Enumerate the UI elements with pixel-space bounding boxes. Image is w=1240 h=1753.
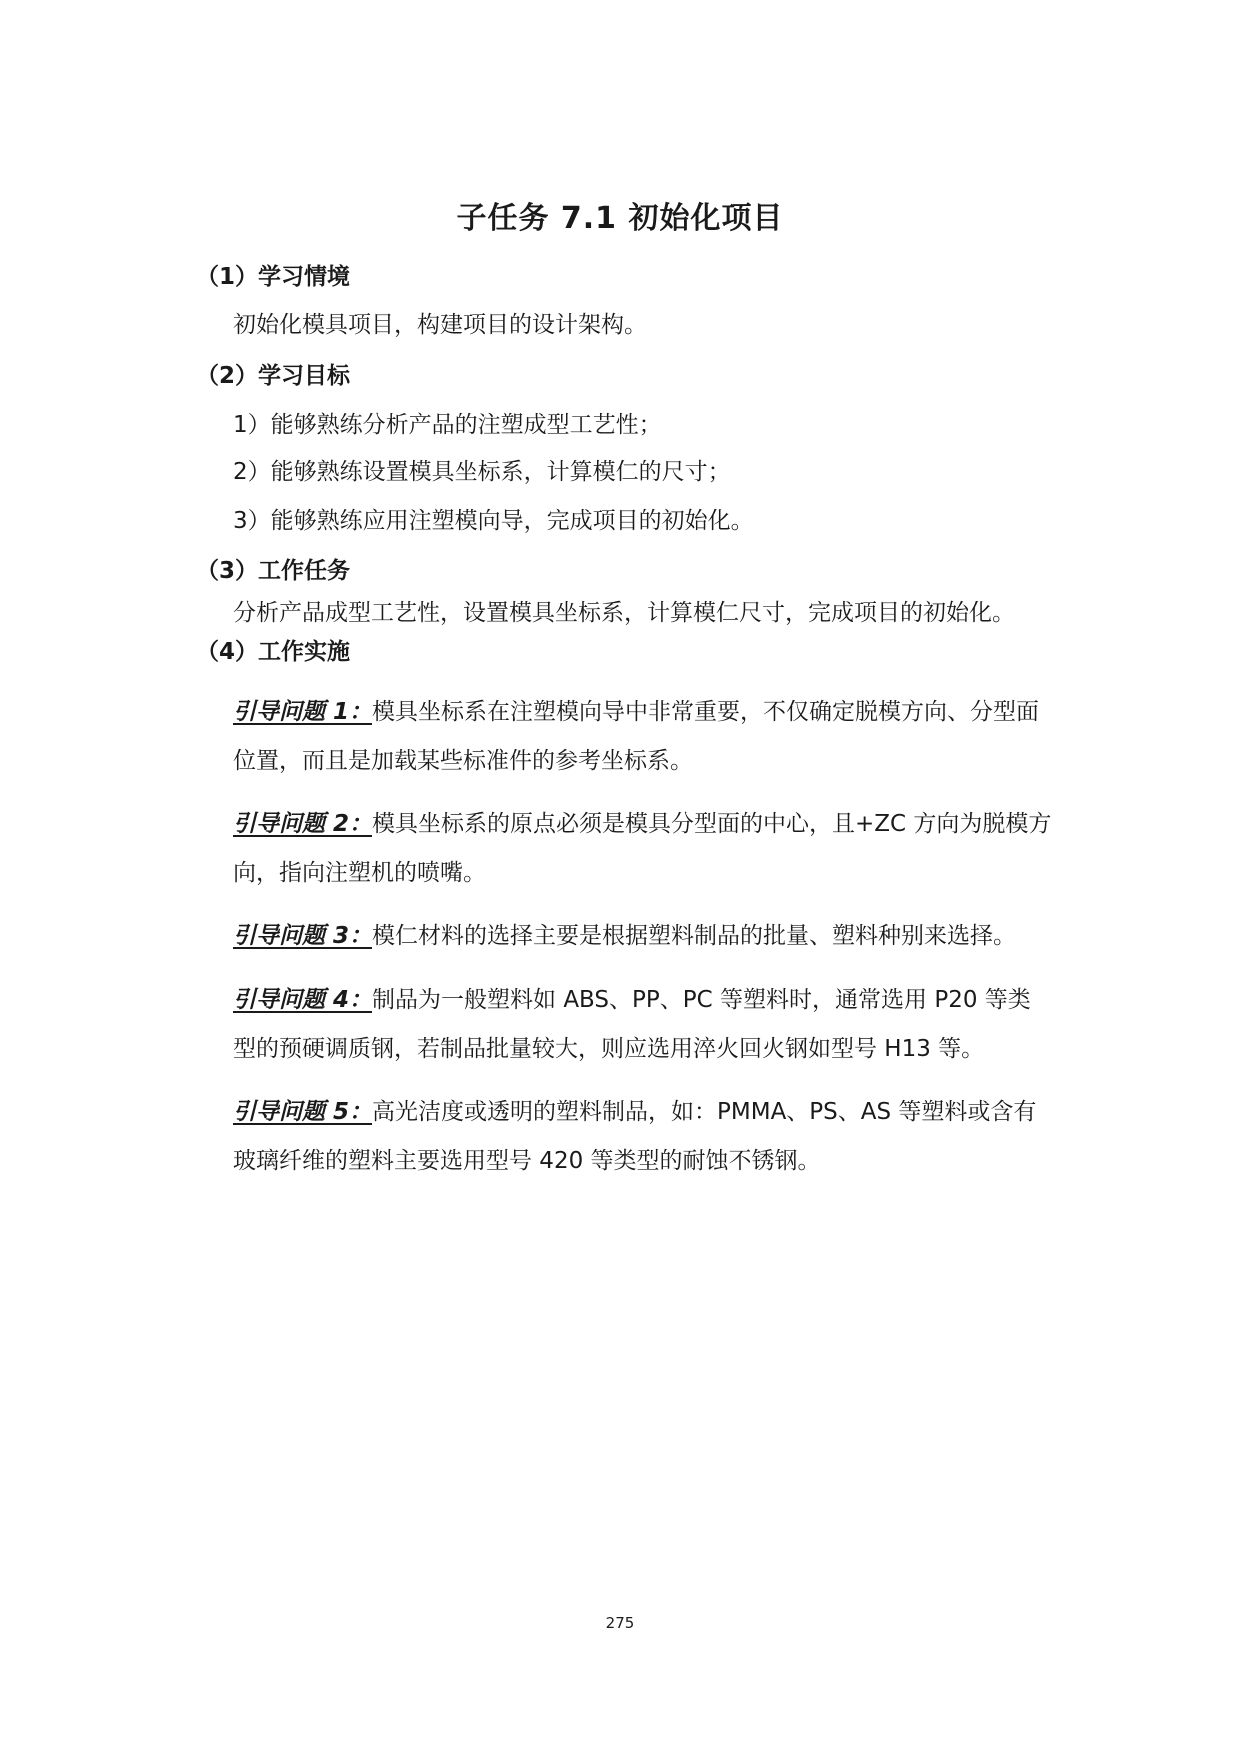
section-heading-learning-context: （1）学习情境 <box>196 264 351 290</box>
guide-question-label: 引导问题 5： <box>233 1099 373 1125</box>
work-task-text: 分析产品成型工艺性，设置模具坐标系，计算模仁尺寸，完成项目的初始化。 <box>233 600 1015 626</box>
guide-question-5 <box>233 1088 1053 1186</box>
section-heading-work-task: （3）工作任务 <box>196 558 351 584</box>
learning-goal-item: 1）能够熟练分析产品的注塑成型工艺性； <box>233 412 662 438</box>
guide-question-4 <box>233 976 1053 1074</box>
guide-question-text: 模具坐标系在注塑模向导中非常重要，不仅确定脱模方向、分型面位置，而且是加载某些标准件的参考坐标系。 <box>233 699 1040 774</box>
guide-question-text: 高光洁度或透明的塑料制品，如：PMMA、PS、AS 等塑料或含有玻璃纤维的塑料主要选用型号 420 等类型的耐蚀不锈钢。 <box>233 1099 1037 1174</box>
learning-goal-item: 3）能够熟练应用注塑模向导，完成项目的初始化。 <box>233 508 754 534</box>
page-number: 275 <box>605 1614 635 1632</box>
page-title: 子任务 7.1 初始化项目 <box>456 201 784 236</box>
guide-question-label: 引导问题 2： <box>233 811 373 837</box>
guide-question-1 <box>233 688 1053 786</box>
learning-context-text: 初始化模具项目，构建项目的设计架构。 <box>233 312 647 338</box>
guide-question-3 <box>233 912 1053 961</box>
guide-question-text: 制品为一般塑料如 ABS、PP、PC 等塑料时，通常选用 P20 等类型的预硬调质钢，若制品批量较大，则应选用淬火回火钢如型号 H13 等。 <box>233 987 1031 1062</box>
learning-goal-item: 2）能够熟练设置模具坐标系，计算模仁的尺寸； <box>233 459 731 485</box>
section-heading-learning-goals: （2）学习目标 <box>196 363 351 389</box>
guide-question-2 <box>233 800 1053 898</box>
guide-question-label: 引导问题 3： <box>233 923 373 949</box>
guide-question-label: 引导问题 1： <box>233 699 373 725</box>
section-heading-work-implementation: （4）工作实施 <box>196 639 351 665</box>
guide-question-text: 模仁材料的选择主要是根据塑料制品的批量、塑料种别来选择。 <box>372 923 1017 949</box>
guide-question-label: 引导问题 4： <box>233 987 373 1013</box>
guide-question-text: 模具坐标系的原点必须是模具分型面的中心，且+ZC 方向为脱模方向，指向注塑机的喷嘴。 <box>233 811 1052 886</box>
